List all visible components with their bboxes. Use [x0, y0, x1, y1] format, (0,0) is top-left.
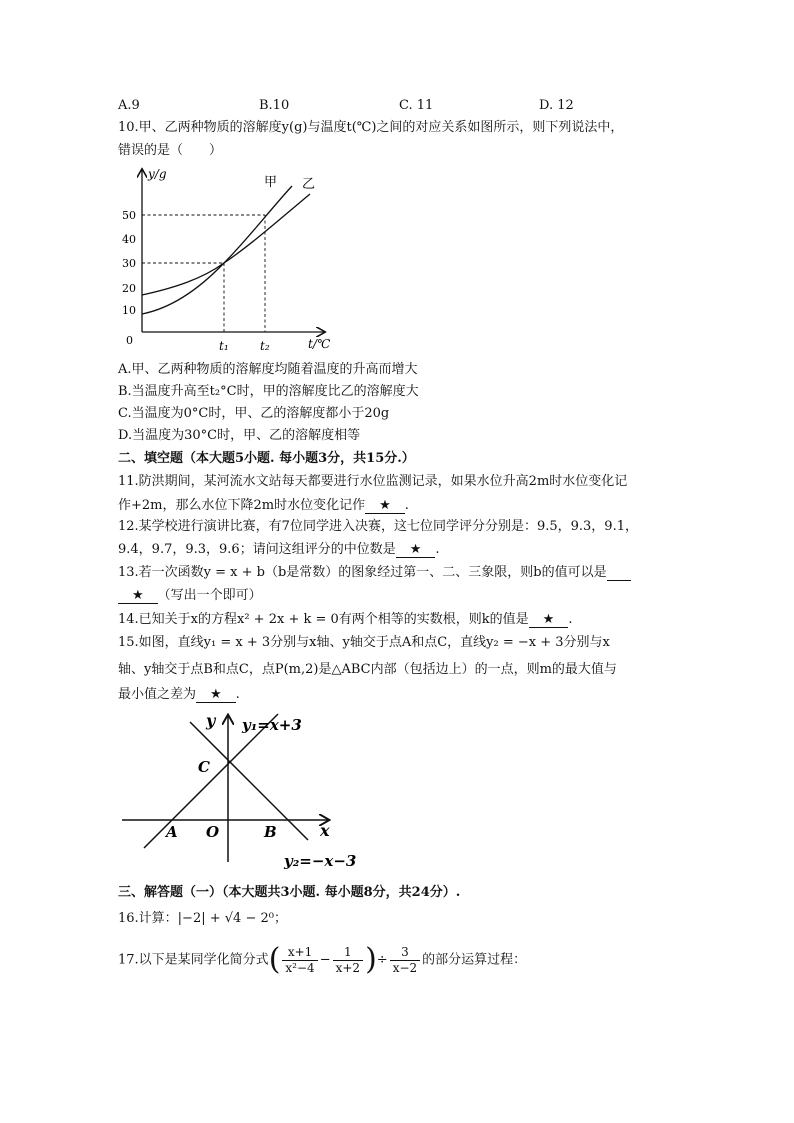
y-tick-30: 30 — [122, 257, 136, 270]
curve-label-jia: 甲 — [264, 175, 278, 190]
q11-line1: 11.防洪期间，某河流水文站每天都要进行水位监测记录，如果水位升高2m时水位变化记 — [118, 474, 628, 489]
point-a-label: A — [166, 823, 178, 841]
q12-answer-blank[interactable]: ★ — [396, 543, 436, 558]
q9-option-a: A.9 — [118, 98, 140, 113]
q9-option-c: C. 11 — [399, 98, 434, 113]
q17-suffix: 的部分运算过程： — [422, 952, 527, 968]
point-c-label: C — [198, 758, 210, 776]
q13-hint: （写出一个即可） — [157, 588, 262, 603]
q11-answer-blank[interactable]: ★ — [365, 499, 405, 514]
fraction-2 — [333, 945, 363, 976]
q16-line: 16.计算：|−2| + √4 − 2⁰； — [118, 911, 287, 926]
y-tick-40: 40 — [122, 233, 136, 246]
fraction-3 — [390, 945, 420, 976]
q15-answer-blank[interactable]: ★ — [196, 688, 236, 703]
q13-line1 — [118, 564, 631, 582]
q13-blank-underline — [607, 566, 631, 581]
close-paren: ) — [365, 942, 377, 977]
x-axis-label: x — [320, 821, 330, 840]
q17-line — [118, 940, 526, 981]
open-paren: ( — [268, 942, 281, 977]
curve-yi — [142, 194, 310, 295]
x-axis-label: t/℃ — [308, 337, 331, 351]
divide-sign: ÷ — [376, 952, 388, 968]
x-tick-t2: t₂ — [260, 339, 270, 353]
fraction-1 — [282, 945, 317, 976]
fraction-3-denominator: x−2 — [392, 960, 418, 975]
q12-line1: 12.某学校进行演讲比赛，有7位同学进入决赛，这七位同学评分分别是：9.5，9.3，9.1， — [118, 519, 638, 534]
q15-line2: 轴、y轴交于点B和点C，点P(m,2)是△ABC内部（包括边上）的一点，则m的最大值与 — [118, 662, 617, 677]
lines-graph — [118, 711, 357, 872]
curve-jia — [142, 186, 292, 314]
minus-sign: − — [319, 952, 331, 968]
point-b-label: B — [264, 823, 277, 841]
q10-stem-line1: 10.甲、乙两种物质的溶解度y(g)与温度t(℃)之间的对应关系如图所示，则下列说法中， — [118, 120, 624, 135]
curve-label-yi: 乙 — [302, 177, 316, 192]
q9-option-d: D. 12 — [539, 98, 574, 113]
section3-heading: 三、解答题（一）（本大题共3小题. 每小题8分，共24分）. — [118, 885, 461, 900]
y-axis-label: y — [206, 711, 216, 730]
line-y2-label: y₂=−x−3 — [284, 852, 357, 870]
fraction-1-numerator: x+1 — [282, 945, 317, 961]
fraction-2-numerator: 1 — [333, 945, 363, 961]
q13-text: 13.若一次函数y = x + b（b是常数）的图象经过第一、二、三象限，则b的值可以是 — [118, 565, 607, 580]
line-y1-label: y₁=x+3 — [242, 716, 302, 734]
q10-option-c: C.当温度为0°C时，甲、乙的溶解度都小于20g — [118, 406, 390, 421]
y-tick-20: 20 — [122, 282, 136, 295]
fraction-2-denominator: x+2 — [335, 960, 361, 975]
q11-line2: 作+2m，那么水位下降2m时水位变化记作 ★ . — [118, 498, 409, 513]
q13-line2 — [118, 587, 262, 605]
solubility-graph — [112, 164, 332, 354]
q9-option-b: B.10 — [259, 98, 290, 113]
q14-text: 14.已知关于x的方程x² + 2x + k = 0有两个相等的实数根，则k的值是 — [118, 612, 529, 627]
q11-text: 作+2m，那么水位下降2m时水位变化记作 — [118, 498, 366, 513]
q13-answer-blank[interactable]: ★ — [118, 589, 158, 604]
q10-option-b: B.当温度升高至t₂°C时，甲的溶解度比乙的溶解度大 — [118, 384, 419, 399]
x-tick-t1: t₁ — [219, 339, 229, 353]
q10-option-a: A.甲、乙两种物质的溶解度均随着温度的升高而增大 — [118, 362, 418, 377]
section2-heading: 二、填空题（本大题5小题. 每小题3分，共15分.） — [118, 451, 415, 466]
fraction-3-numerator: 3 — [390, 945, 420, 961]
q10-stem-line2: 错误的是（ ） — [118, 143, 223, 158]
q17-prefix: 17.以下是某同学化简分式 — [118, 952, 269, 968]
y-tick-10: 10 — [122, 304, 136, 317]
q15-line3: 最小值之差为 ★ . — [118, 687, 240, 702]
fraction-1-denominator: x²−4 — [285, 960, 315, 975]
q12-text: 9.4，9.7，9.3，9.6；请问这组评分的中位数是 — [118, 542, 396, 557]
q15-line1: 15.如图，直线y₁ = x + 3分别与x轴、y轴交于点A和点C，直线y₂ = −x + 3分别与x — [118, 635, 610, 650]
q14-line: 14.已知关于x的方程x² + 2x + k = 0有两个相等的实数根，则k的值是 ★ . — [118, 612, 573, 627]
point-o-label: O — [206, 823, 220, 841]
q10-option-d: D.当温度为30°C时，甲、乙的溶解度相等 — [118, 428, 361, 443]
q14-answer-blank[interactable]: ★ — [529, 613, 569, 628]
y-axis-label: y/g — [148, 167, 167, 181]
y-tick-50: 50 — [122, 209, 136, 222]
q15-text: 最小值之差为 — [118, 687, 197, 702]
q12-line2: 9.4，9.7，9.3，9.6；请问这组评分的中位数是 ★ . — [118, 542, 440, 557]
origin-label: 0 — [126, 334, 133, 347]
